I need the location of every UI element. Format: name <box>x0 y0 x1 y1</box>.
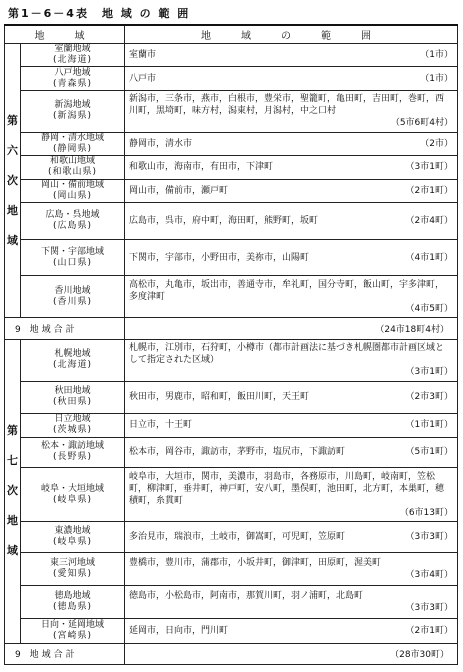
region-prefecture: (青森県) <box>52 78 93 89</box>
city-list: 多治見市，瑞浪市，土岐市，御嵩町，可児町，笠原町 <box>129 531 346 542</box>
municipality-count: （1市） <box>420 73 453 84</box>
scope-cell <box>125 586 458 619</box>
region-prefecture: (長野県) <box>52 452 93 463</box>
municipality-count: （5市1町） <box>405 447 453 458</box>
region-prefecture: (広島県) <box>52 220 93 231</box>
region-cell <box>21 44 125 67</box>
region-cell <box>21 586 125 619</box>
header-scope: 地 域 の 範 囲 <box>125 25 458 44</box>
region-cell <box>21 276 125 318</box>
table-row <box>5 619 458 644</box>
scope-cell <box>125 276 458 318</box>
band-label-char: 第 <box>7 424 18 438</box>
region-name: 岡山・備前地域 <box>40 179 104 190</box>
city-list: 岡山市，備前市，瀬戸町 <box>129 185 229 196</box>
region-prefecture: (岡山県) <box>52 190 93 201</box>
table-row <box>5 468 458 522</box>
city-list: 広島市，呉市，府中町，海田町，熊野町，坂町 <box>129 215 319 226</box>
city-list: 岐阜市，大垣市，関市，美濃市，羽島市，各務原市，川島町，岐南町，笠松町，柳津町，垂井町，神戸町，安八町，墨俣町，池田町，北方町，本巣町，穂積町，糸貫町 <box>129 471 445 506</box>
region-name: 札幌地域 <box>54 349 91 360</box>
table-row <box>5 414 458 437</box>
municipality-count: （4市1町） <box>405 252 453 263</box>
municipality-count: （2市3町） <box>405 392 453 403</box>
region-prefecture: (岐阜県) <box>52 494 93 505</box>
municipality-count: （3市3町） <box>405 603 453 614</box>
scope-cell <box>125 414 458 437</box>
band-six-total <box>5 318 458 339</box>
table-row <box>5 586 458 619</box>
region-cell <box>21 132 125 155</box>
total-value: （28市30町） <box>125 643 458 664</box>
scope-cell <box>125 67 458 90</box>
municipality-count: （3市3町） <box>405 531 453 542</box>
table-row <box>5 522 458 553</box>
band-label <box>5 44 21 318</box>
region-prefecture: (宮崎県) <box>52 630 93 641</box>
band-label-char: 地 <box>7 203 18 217</box>
region-name: 東三河地域 <box>49 558 95 569</box>
municipality-count: （2市1町） <box>405 625 453 636</box>
city-list: 室蘭市 <box>129 50 157 61</box>
table-row <box>5 202 458 239</box>
city-list: 札幌市，江別市，石狩町，小樽市（都市計画法に基づき札幌圏都市計画区域として指定された区域） <box>129 343 445 366</box>
city-list: 和歌山市，海南市，有田市，下津町 <box>129 162 274 173</box>
region-cell <box>21 468 125 522</box>
municipality-count: （1市1町） <box>405 420 453 431</box>
scope-cell <box>125 437 458 468</box>
region-cell <box>21 67 125 90</box>
region-cell <box>21 179 125 202</box>
city-list: 徳島市，小松島市，阿南市，那賀川町，羽ノ浦町，北島町 <box>129 591 364 602</box>
region-cell <box>21 339 125 381</box>
region-prefecture: (徳島県) <box>52 602 93 613</box>
region-cell <box>21 414 125 437</box>
scope-cell <box>125 132 458 155</box>
municipality-count: （3市4町） <box>405 570 453 581</box>
region-cell <box>21 202 125 239</box>
scope-cell <box>125 179 458 202</box>
city-list: 新潟市，三条市，燕市，白根市，豊栄市，聖籠町，亀田町，吉田町，巻町，西川町，黒埼町，味方村，潟東村，月潟村，中之口村 <box>129 94 445 117</box>
city-list: 松本市，岡谷市，諏訪市，茅野市，塩尻市，下諏訪町 <box>129 447 346 458</box>
scope-cell <box>125 239 458 276</box>
municipality-count: （4市5町） <box>405 303 453 314</box>
band-label-char: 六 <box>7 143 18 157</box>
city-list: 八戸市 <box>129 73 157 84</box>
band-seven-total <box>5 643 458 664</box>
table-row <box>5 381 458 414</box>
table-row <box>5 339 458 381</box>
region-name: 秋田地域 <box>54 386 91 397</box>
region-name: 静岡・清水地域 <box>40 132 104 143</box>
scope-cell <box>125 522 458 553</box>
table-title: 第1－6－4表 地 域 の 範 囲 <box>8 7 191 20</box>
scope-cell <box>125 552 458 586</box>
city-list: 下関市，宇部市，小野田市，美祢市，山陽町 <box>129 252 310 263</box>
region-prefecture: (山口県) <box>52 257 93 268</box>
region-cell <box>21 90 125 132</box>
total-label: 9 地域合計 <box>5 318 125 339</box>
band-label-char: 域 <box>7 233 18 247</box>
scope-cell <box>125 202 458 239</box>
municipality-count: （3市1町） <box>405 162 453 173</box>
region-cell <box>21 552 125 586</box>
region-cell <box>21 156 125 179</box>
city-list: 静岡市，清水市 <box>129 138 193 149</box>
table-row <box>5 132 458 155</box>
region-name: 日立地域 <box>54 414 91 425</box>
city-list: 豊橋市，豊川市，蒲郡市，小坂井町，御津町，田原町，渥美町 <box>129 558 382 569</box>
scope-cell <box>125 468 458 522</box>
region-prefecture: (愛知県) <box>52 569 93 580</box>
region-prefecture: (北海道) <box>52 360 93 371</box>
table-row <box>5 44 458 67</box>
region-name: 徳島地域 <box>54 591 91 602</box>
band-label-char: 第 <box>7 113 18 127</box>
band-label-char: 地 <box>7 514 18 528</box>
region-cell <box>21 239 125 276</box>
band-label-char: 七 <box>7 454 18 468</box>
municipality-count: （2市） <box>420 138 453 149</box>
table-row <box>5 90 458 132</box>
region-cell <box>21 522 125 553</box>
band-label-char: 次 <box>7 173 18 187</box>
band-label <box>5 339 21 643</box>
table-row <box>5 156 458 179</box>
region-cell <box>21 437 125 468</box>
region-name: 香川地域 <box>54 285 91 296</box>
region-prefecture: (秋田県) <box>52 397 93 408</box>
region-name: 松本・諏訪地域 <box>40 441 104 452</box>
region-scope-table <box>4 24 458 665</box>
region-prefecture: (岐阜県) <box>52 536 93 547</box>
scope-cell <box>125 619 458 644</box>
region-name: 新潟地域 <box>54 100 91 111</box>
band-label-char: 域 <box>7 544 18 558</box>
table-row <box>5 179 458 202</box>
scope-cell <box>125 44 458 67</box>
region-name: 日向・延岡地域 <box>40 619 104 630</box>
band-six-body <box>5 44 458 318</box>
region-prefecture: (和歌山県) <box>47 167 98 178</box>
scope-cell <box>125 90 458 132</box>
table-row <box>5 239 458 276</box>
total-value: （24市18町4村） <box>125 318 458 339</box>
band-label-char: 次 <box>7 484 18 498</box>
region-prefecture: (香川県) <box>52 296 93 307</box>
table-row <box>5 437 458 468</box>
city-list: 延岡市，日向市，門川町 <box>129 625 229 636</box>
region-name: 八戸地域 <box>54 67 91 78</box>
region-name: 和歌山地域 <box>49 156 95 167</box>
region-name: 下関・宇部地域 <box>40 246 104 257</box>
header-region: 地 域 <box>5 25 125 44</box>
region-prefecture: (茨城県) <box>52 425 93 436</box>
table-row <box>5 552 458 586</box>
city-list: 秋田市，男鹿市，昭和町，飯田川町，天王町 <box>129 392 310 403</box>
region-cell <box>21 381 125 414</box>
city-list: 日立市，十王町 <box>129 420 193 431</box>
municipality-count: （1市） <box>420 50 453 61</box>
municipality-count: （2市1町） <box>405 185 453 196</box>
region-prefecture: (北海道) <box>52 55 93 66</box>
municipality-count: （3市1町） <box>405 367 453 378</box>
region-cell <box>21 619 125 644</box>
region-name: 東濃地域 <box>54 525 91 536</box>
scope-cell <box>125 381 458 414</box>
city-list: 高松市，丸亀市，坂出市，善通寺市，牟礼町，国分寺町，飯山町，宇多津町，多度津町 <box>129 279 445 302</box>
region-name: 室蘭地域 <box>54 44 91 55</box>
municipality-count: （6市13町） <box>399 507 453 518</box>
band-seven-body <box>5 339 458 643</box>
municipality-count: （2市4町） <box>405 215 453 226</box>
scope-cell <box>125 156 458 179</box>
scope-cell <box>125 339 458 381</box>
region-name: 広島・呉地域 <box>45 209 100 220</box>
region-name: 岐阜・大垣地域 <box>40 483 104 494</box>
total-label: 9 地域合計 <box>5 643 125 664</box>
region-prefecture: (静岡県) <box>52 143 93 154</box>
table-row <box>5 67 458 90</box>
region-prefecture: (新潟県) <box>52 111 93 122</box>
municipality-count: （5市6町4村） <box>390 118 453 129</box>
table-row <box>5 276 458 318</box>
